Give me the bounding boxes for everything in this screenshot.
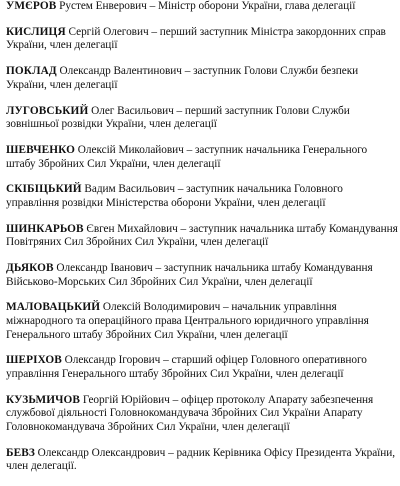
delegate-details: Сергій Олегович – перший заступник Міністра закордонних справ України, член делегації [6, 25, 386, 52]
delegate-details: Олександр Ігорович – старший офіцер Головного оперативного управління Генерального штабу Збройних Сил України, член делегації [6, 354, 367, 380]
delegate-entry [6, 105, 398, 132]
delegate-entry [6, 0, 398, 14]
delegate-details: Олександр Валентинович – заступник Голови Служби безпеки України, член делегації [6, 65, 359, 91]
delegate-entry [6, 144, 398, 171]
delegate-surname: УМЄРОВ [6, 0, 57, 12]
delegate-entry [6, 262, 398, 289]
delegate-surname: КИСЛИЦЯ [6, 25, 66, 38]
delegate-entry [6, 183, 398, 210]
delegate-details: Олександр Іванович – заступник начальника штабу Командування Військово-Морських Сил Збройних Сил України, член делегації [6, 262, 373, 288]
delegate-surname: КУЗЬМИЧОВ [6, 393, 81, 406]
delegate-entry [6, 394, 398, 435]
delegate-details: Олексій Володимирович – начальник управління міжнародного та операційного права Центрального юридичного управління Генерального штабу Збройних Сил України, член делегації [6, 301, 369, 341]
delegate-surname: МАЛОВАЦЬКИЙ [6, 301, 101, 314]
delegate-entry [6, 301, 398, 342]
delegate-details: Вадим Васильович – заступник начальника Головного управління розвідки Міністерства оборони України, член делегації [6, 183, 343, 209]
delegate-surname: ДЬЯКОВ [6, 262, 54, 275]
delegate-surname: ШЕВЧЕНКО [6, 143, 76, 156]
delegate-entry [6, 65, 398, 92]
delegate-surname: СКІБІЦЬКИЙ [6, 183, 82, 196]
delegate-surname: БЕВЗ [6, 446, 35, 459]
delegate-details: Євген Михайлович – заступник начальника штабу Командування Повітряних Сил Збройних Сил України, член делегації [6, 222, 398, 249]
delegate-details: Рустем Енверович – Міністр оборони України, глава делегації [56, 0, 356, 12]
delegate-surname: ПОКЛАД [6, 65, 57, 78]
delegate-entry [6, 447, 398, 474]
delegate-surname: ШЕРІХОВ [6, 354, 62, 367]
delegate-details: Георгій Юрійович – офіцер протоколу Апарату забезпечення службової діяльності Головнокомандувача Збройних Сил України Апарату Головнокомандувача Збройних Сил України, член делегації [6, 393, 374, 433]
delegate-entry [6, 26, 398, 53]
delegation-list [6, 0, 398, 486]
delegate-entry [6, 223, 398, 250]
delegate-surname: ШИНКАРЬОВ [6, 222, 84, 235]
delegate-details: Олексій Миколайович – заступник начальника Генерального штабу Збройних Сил України, член делегації [6, 143, 368, 170]
delegate-entry [6, 354, 398, 381]
delegate-surname: ЛУГОВСЬКИЙ [6, 104, 89, 117]
delegate-details: Олег Васильович – перший заступник Голови Служби зовнішньої розвідки України, член делегації [6, 104, 350, 131]
delegate-details: Олександр Олександрович – радник Керівника Офісу Президента України, член делегації. [6, 446, 396, 473]
